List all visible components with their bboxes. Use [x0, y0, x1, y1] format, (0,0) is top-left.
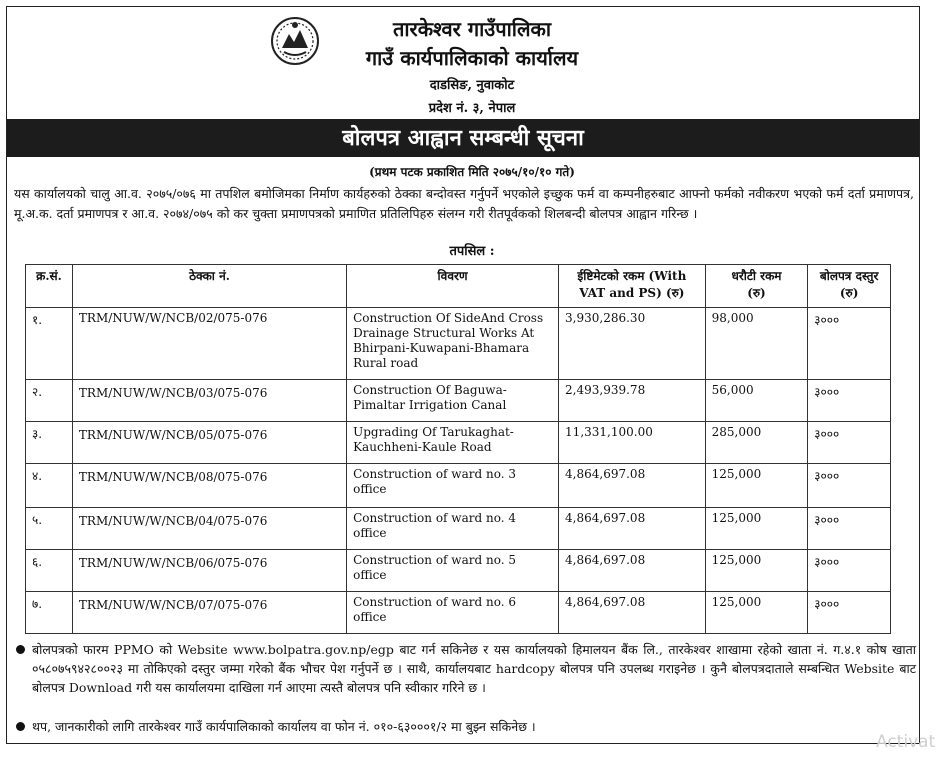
row-deposit: 98,000	[705, 308, 808, 380]
header-sn: क्र.सं.	[26, 265, 73, 308]
header-estimate: ईष्टिमेटको रकम (With VAT and PS) (रु)	[559, 265, 706, 308]
row-description: Construction Of SideAnd Cross Drainage Structural Works At Bhirpani-Kuwapani-Bhamara Rural road	[347, 308, 559, 380]
row-sn: ५.	[26, 508, 73, 550]
row-description: Upgrading Of Tarukaghat-Kauchheni-Kaule Road	[347, 422, 559, 464]
row-sn: ४.	[26, 464, 73, 508]
bullet-text: बोलपत्रको फारम PPMO को Website www.bolpatra.gov.np/egp बाट गर्न सकिनेछ र यस कार्यालयको हिमालयन बैंक लि., तारकेश्वर शाखामा रहेको खाता नं. ग.४.१ कोष खाता ०५८०७५९४२८००२३ मा तोकिएको दस्तुर जम्मा गरेको बैंक भौचर पेश गर्नुपर्ने छ । साथै, कार्यालयबाट hardcopy बोलपत्र पनि उपलब्ध गराइनेछ । कुनै बोलपत्रदाताले सम्बन्धित Website बाट बोलपत्र Download गरी यस कार्यालयमा दाखिला गर्न आएमा त्यस्तै बोलपत्र पनि स्वीकार गरिने छ ।	[32, 642, 916, 695]
row-sn: ६.	[26, 550, 73, 592]
municipality-name: तारकेश्वर गाउँपालिका	[392, 17, 552, 41]
row-description: Construction Of Baguwa-Pimaltar Irrigation Canal	[347, 380, 559, 422]
row-description: Construction of ward no. 3 office	[347, 464, 559, 508]
bullet-icon	[16, 645, 25, 654]
row-contract: TRM/NUW/W/NCB/05/075-076	[72, 422, 346, 464]
publish-date: (प्रथम पटक प्रकाशित मिति २०७५/१०/१० गते)	[369, 165, 575, 179]
row-description: Construction of ward no. 6 office	[347, 592, 559, 634]
row-contract: TRM/NUW/W/NCB/06/075-076	[72, 550, 346, 592]
row-sn: २.	[26, 380, 73, 422]
office-name: गाउँ कार्यपालिकाको कार्यालय	[365, 46, 579, 70]
row-sn: १.	[26, 308, 73, 380]
row-contract: TRM/NUW/W/NCB/07/075-076	[72, 592, 346, 634]
row-fee: ३०००	[808, 550, 891, 592]
table-row	[26, 380, 891, 422]
row-estimate: 4,864,697.08	[559, 550, 706, 592]
header-fee-unit: (रु)	[839, 286, 859, 300]
watermark-text: Activat	[876, 732, 936, 752]
header-fee	[808, 265, 891, 308]
row-deposit: 125,000	[705, 464, 808, 508]
row-deposit: 285,000	[705, 422, 808, 464]
row-fee: ३०००	[808, 464, 891, 508]
header-contract: ठेक्का नं.	[72, 265, 346, 308]
table-row	[26, 508, 891, 550]
header-deposit-unit: (रु)	[747, 286, 766, 300]
row-description: Construction of ward no. 5 office	[347, 550, 559, 592]
row-contract: TRM/NUW/W/NCB/08/075-076	[72, 464, 346, 508]
table-row	[26, 464, 891, 508]
header-deposit	[705, 265, 808, 308]
table-row	[26, 592, 891, 634]
details-heading: तपसिल :	[449, 244, 495, 259]
tender-table	[25, 264, 891, 634]
header-fee-label: बोलपत्र दस्तुर	[819, 269, 879, 283]
province: प्रदेश नं. ३, नेपाल	[428, 101, 516, 116]
office-location: दाडसिङ, नुवाकोट	[429, 78, 515, 93]
row-fee: ३०००	[808, 308, 891, 380]
row-estimate: 11,331,100.00	[559, 422, 706, 464]
row-fee: ३०००	[808, 508, 891, 550]
bullet-item-form	[16, 640, 916, 697]
row-deposit: 56,000	[705, 380, 808, 422]
row-estimate: 3,930,286.30	[559, 308, 706, 380]
table-row	[26, 308, 891, 380]
row-deposit: 125,000	[705, 508, 808, 550]
bullet-text: थप, जानकारीको लागि तारकेश्वर गाउँ कार्यपालिकाको कार्यालय वा फोन नं. ०१०-६३०००१/२ मा बुझ्न सकिनेछ ।	[32, 719, 536, 734]
bullet-item-contact	[16, 717, 916, 736]
row-deposit: 125,000	[705, 550, 808, 592]
header-description: विवरण	[347, 265, 559, 308]
bullet-icon	[16, 722, 25, 731]
row-estimate: 4,864,697.08	[559, 508, 706, 550]
row-contract: TRM/NUW/W/NCB/04/075-076	[72, 508, 346, 550]
table-row	[26, 422, 891, 464]
row-deposit: 125,000	[705, 592, 808, 634]
row-estimate: 4,864,697.08	[559, 592, 706, 634]
intro-paragraph: यस कार्यालयको चालु आ.व. २०७५/०७६ मा तपशिल बमोजिमका निर्माण कार्यहरुको ठेक्का बन्दोवस्त गर्नुपर्ने भएकोले इच्छुक फर्म वा कम्पनीहरुबाट आफ्नो फर्मको नवीकरण भएको फर्म दर्ता प्रमाणपत्र, मू.अ.क. दर्ता प्रमाणपत्र र आ.व. २०७४/०७५ को कर चुक्ता प्रमाणपत्रको प्रमाणित प्रतिलिपिहरु संलग्न गरी रीतपूर्वकको शिलबन्दी बोलपत्र आह्वान गरिन्छ ।	[14, 186, 914, 221]
table-row	[26, 550, 891, 592]
notice-title: बोलपत्र आह्वान सम्बन्धी सूचना	[7, 119, 919, 157]
header-deposit-label: धरौटी रकम	[731, 269, 782, 283]
row-estimate: 2,493,939.78	[559, 380, 706, 422]
row-contract: TRM/NUW/W/NCB/02/075-076	[72, 308, 346, 380]
row-sn: ३.	[26, 422, 73, 464]
row-fee: ३०००	[808, 422, 891, 464]
row-description: Construction of ward no. 4 office	[347, 508, 559, 550]
row-fee: ३०००	[808, 592, 891, 634]
table-header-row	[26, 265, 891, 308]
row-sn: ७.	[26, 592, 73, 634]
row-fee: ३०००	[808, 380, 891, 422]
row-estimate: 4,864,697.08	[559, 464, 706, 508]
row-contract: TRM/NUW/W/NCB/03/075-076	[72, 380, 346, 422]
